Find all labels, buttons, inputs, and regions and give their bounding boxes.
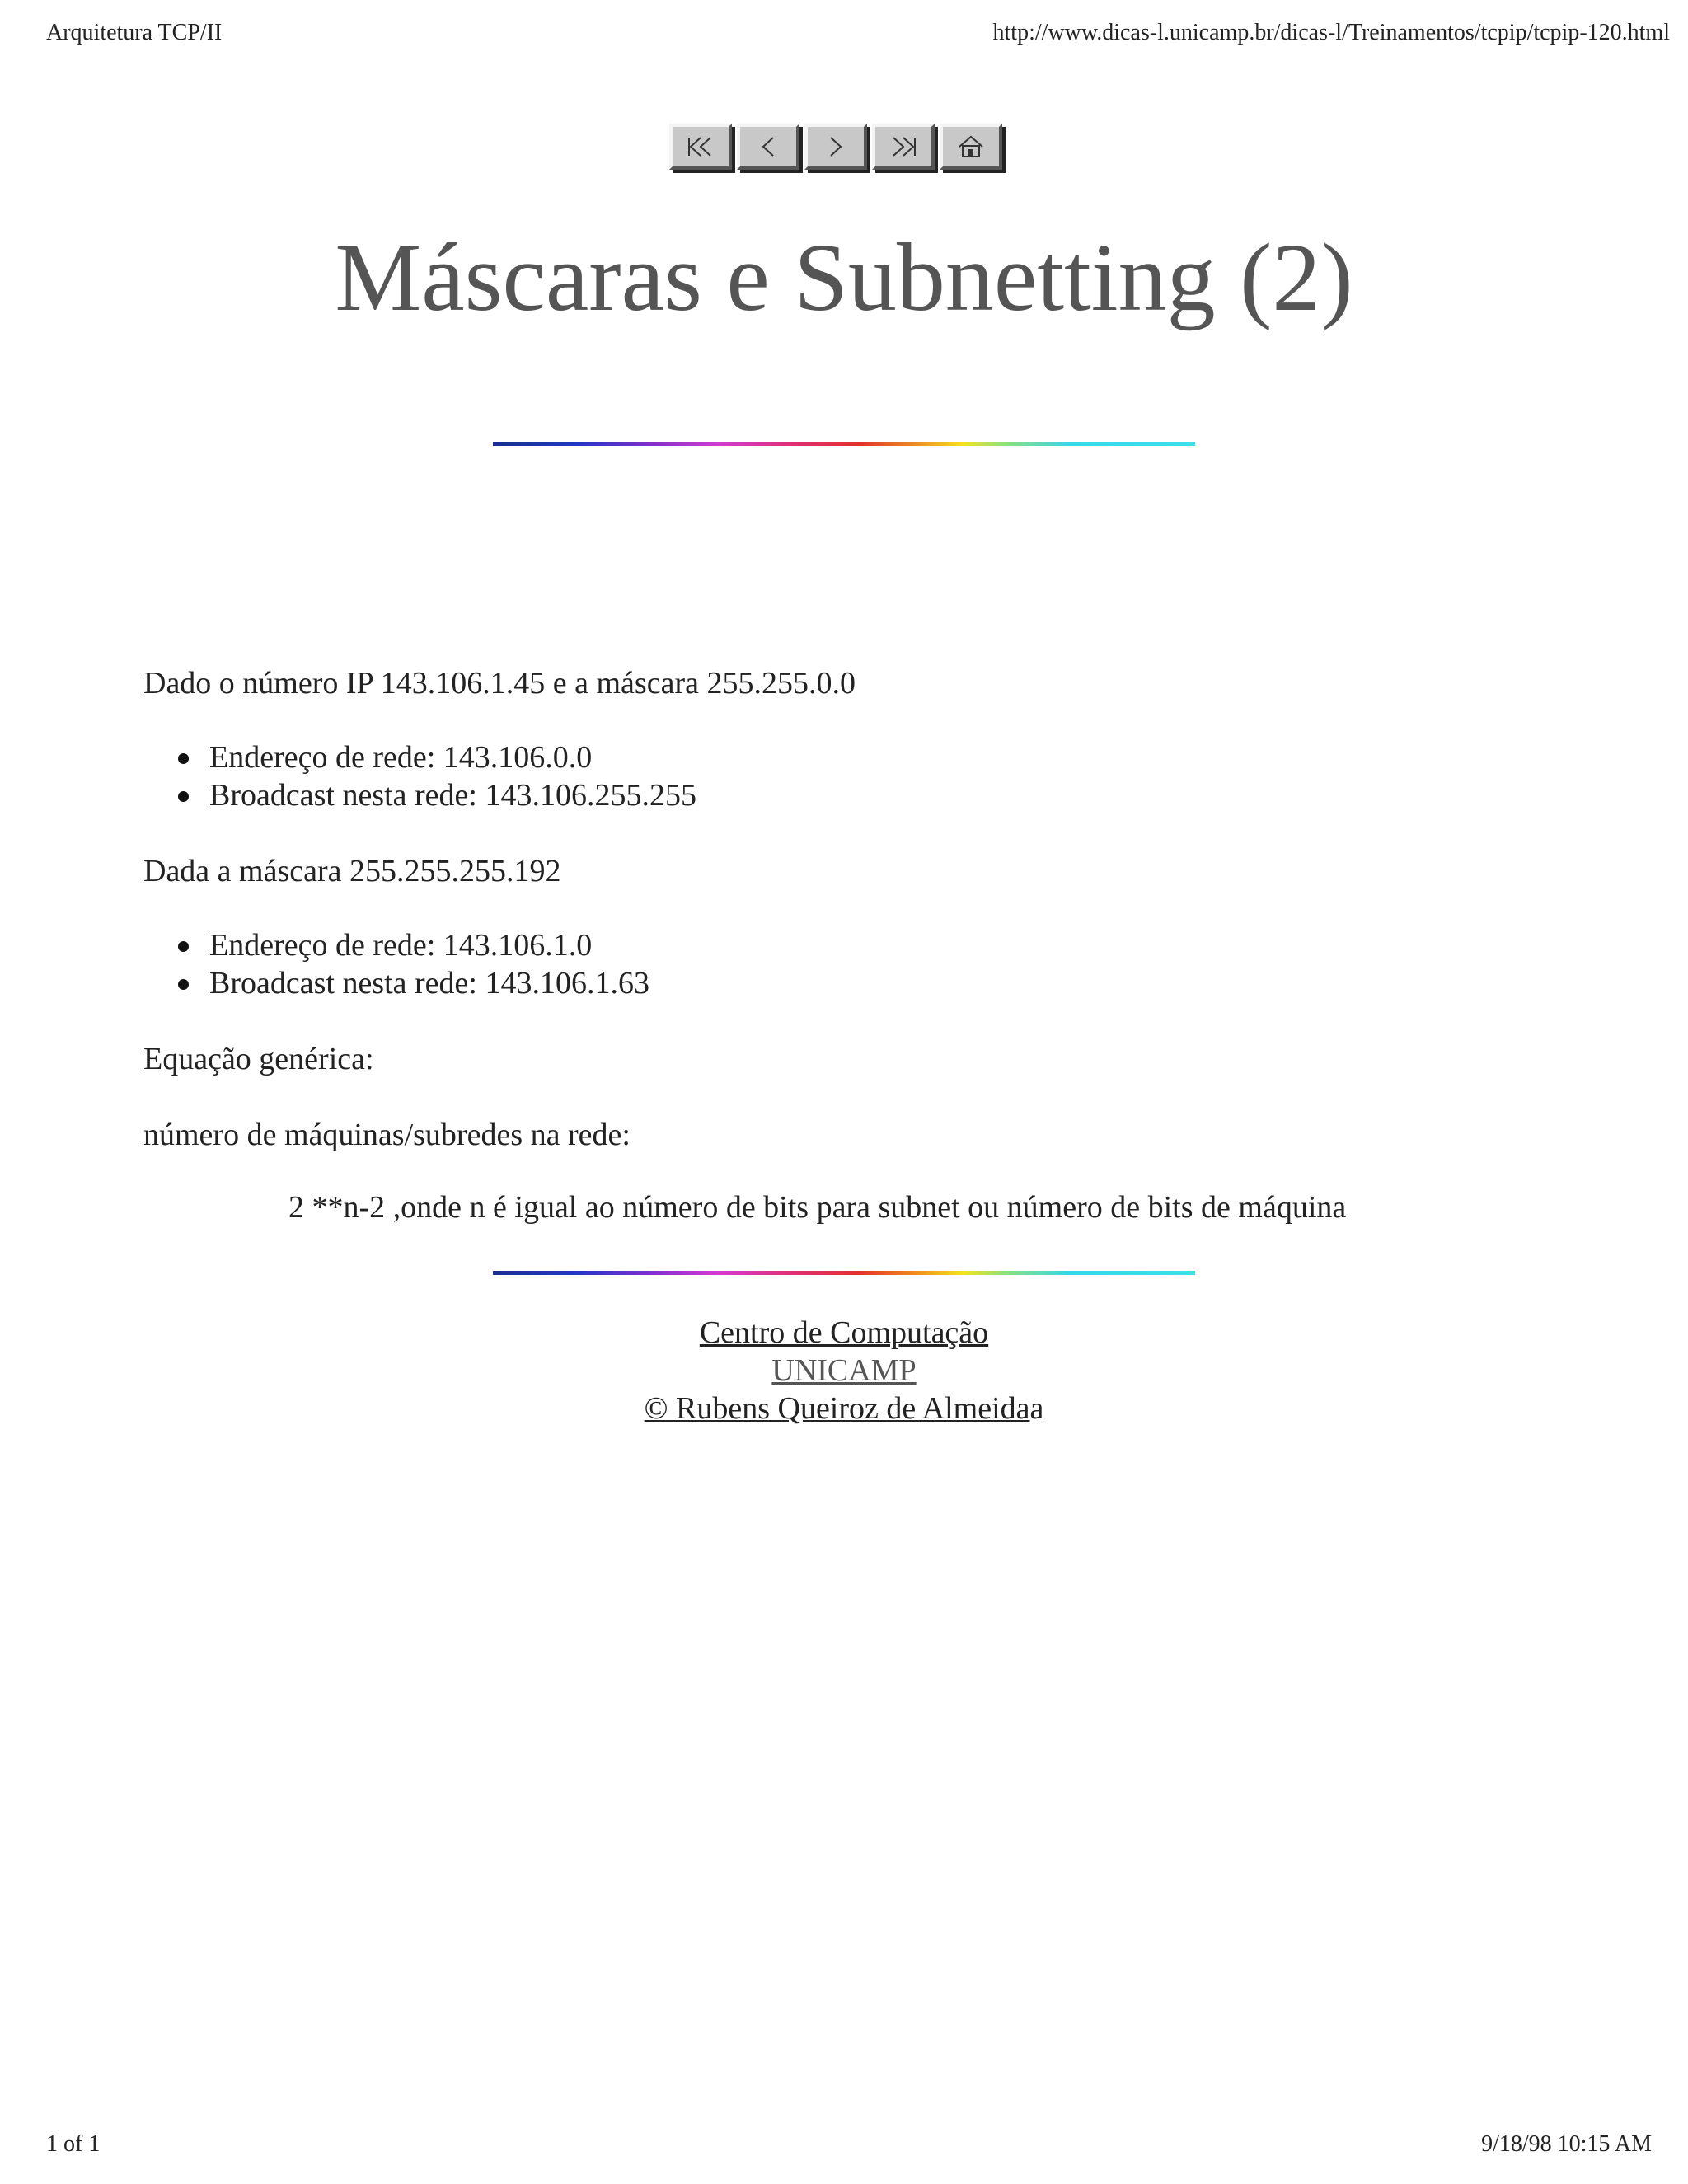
footer-trailing-text: a — [1029, 1391, 1044, 1426]
last-icon — [885, 134, 921, 159]
list-item: Broadcast nesta rede: 143.106.1.63 — [143, 964, 649, 1002]
formula-text: 2 **n-2 ,onde n é igual ao número de bits para subnet ou número de bits de máquina — [288, 1190, 1347, 1225]
home-icon — [953, 134, 989, 159]
footer — [0, 1314, 1688, 1427]
next-icon — [818, 134, 854, 159]
link-author[interactable]: © Rubens Queiroz de Almeida — [644, 1391, 1030, 1426]
home-button[interactable] — [940, 124, 1002, 170]
last-page-button[interactable] — [872, 124, 935, 170]
link-unicamp[interactable]: UNICAMP — [771, 1353, 917, 1388]
list-item: Broadcast nesta rede: 143.106.255.255 — [143, 776, 696, 814]
rainbow-divider-top — [493, 442, 1195, 446]
print-footer-timestamp: 9/18/98 10:15 AM — [1481, 2131, 1652, 2157]
machines-label: número de máquinas/subredes na rede: — [143, 1118, 631, 1152]
previous-page-button[interactable] — [737, 124, 799, 170]
link-centro-de-computacao[interactable]: Centro de Computação — [699, 1315, 989, 1350]
list-item: Endereço de rede: 143.106.0.0 — [143, 738, 696, 776]
print-header-url: http://www.dicas-l.unicamp.br/dicas-l/Treinamentos/tcpip/tcpip-120.html — [992, 20, 1670, 45]
bullet-list-2 — [143, 926, 649, 1002]
intro-paragraph-1: Dado o número IP 143.106.1.45 e a máscara 255.255.0.0 — [143, 666, 856, 701]
navigation-bar — [669, 124, 1024, 178]
list-item: Endereço de rede: 143.106.1.0 — [143, 926, 649, 964]
rainbow-divider-bottom — [493, 1271, 1195, 1275]
first-icon — [682, 134, 719, 159]
print-footer-page-count: 1 of 1 — [46, 2131, 101, 2157]
first-page-button[interactable] — [669, 124, 732, 170]
page-title: Máscaras e Subnetting (2) — [335, 223, 1353, 331]
next-page-button[interactable] — [804, 124, 867, 170]
bullet-list-1 — [143, 738, 696, 814]
previous-icon — [750, 134, 786, 159]
intro-paragraph-2: Dada a máscara 255.255.255.192 — [143, 854, 561, 888]
print-header-title: Arquitetura TCP/II — [46, 20, 223, 45]
equation-label: Equação genérica: — [143, 1042, 374, 1076]
